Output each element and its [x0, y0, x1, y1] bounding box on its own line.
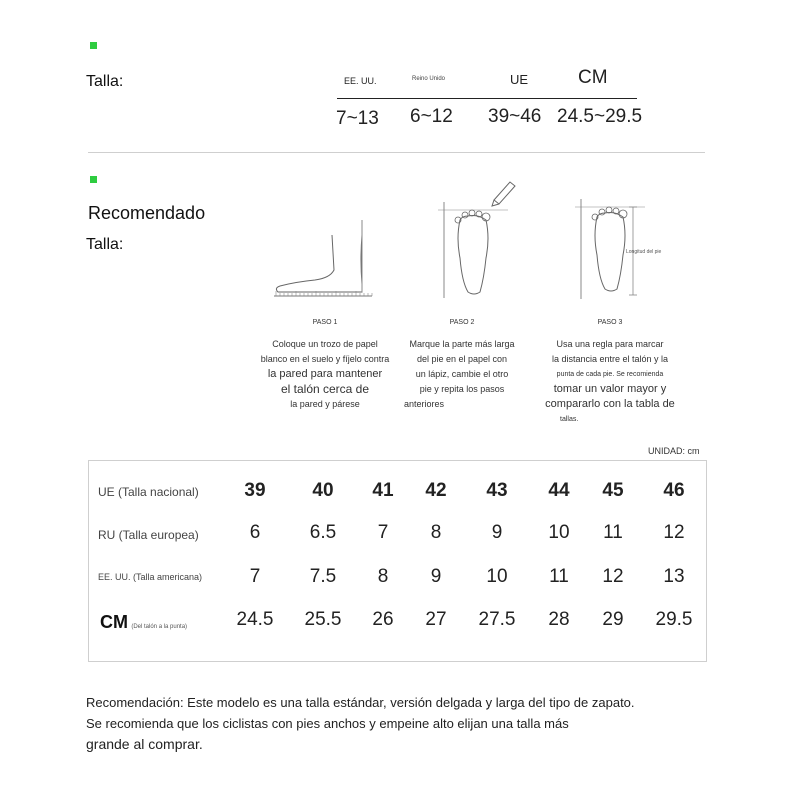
- size-cell: 43: [486, 480, 508, 501]
- size-cell: 29: [602, 609, 624, 630]
- bullet-icon: [90, 176, 97, 183]
- step-3-line: la distancia entre el talón y la: [551, 354, 669, 364]
- size-cell: 11: [603, 522, 623, 543]
- pencil-icon: [490, 176, 520, 206]
- unit-label: UNIDAD: cm: [648, 446, 700, 456]
- step-3-text: [530, 337, 690, 427]
- step-2-line: pie y repita los pasos: [419, 384, 505, 394]
- size-cell: 9: [430, 566, 442, 587]
- header-cm: CM: [578, 67, 608, 88]
- step-3-line: compararlo con la tabla de: [545, 398, 675, 410]
- row-label-eu: UE (Talla nacional): [98, 485, 199, 499]
- size-cell: 6.5: [309, 522, 337, 543]
- size-cell: 46: [663, 480, 685, 501]
- step-3-line: Usa una regla para marcar: [556, 339, 664, 349]
- recommendation-note: [86, 692, 726, 755]
- step-1-text: [245, 337, 405, 412]
- size-cell: 8: [430, 522, 442, 543]
- row-label-cm-main: CM: [100, 612, 128, 632]
- step-2-line: anteriores: [404, 399, 445, 409]
- size-cell: 24.5: [236, 609, 274, 630]
- size-cell: 11: [549, 566, 569, 587]
- step-2-title: PASO 2: [449, 319, 475, 326]
- size-cell: 45: [602, 480, 624, 501]
- size-cell: 10: [548, 522, 570, 543]
- bullet-icon: [90, 42, 97, 49]
- size-cell: 13: [663, 566, 685, 587]
- step-1-line: la pared para mantener: [267, 368, 383, 380]
- size-cell: 40: [312, 480, 334, 501]
- step-2-line: Marque la parte más larga: [409, 339, 515, 349]
- size-cell: 39: [244, 480, 266, 501]
- step-1-title: PASO 1: [312, 319, 338, 326]
- size-cell: 7.5: [309, 566, 337, 587]
- step-2-line: del pie en el papel con: [416, 354, 508, 364]
- header-eu: UE: [510, 72, 529, 87]
- row-label-cm: [100, 612, 187, 633]
- step-1-line: blanco en el suelo y fíjelo contra: [260, 354, 390, 364]
- size-cell: 9: [491, 522, 503, 543]
- header-us: EE. UU.: [344, 76, 377, 86]
- step-2-line: un lápiz, cambie el otro: [415, 369, 509, 379]
- foot-side-icon: [270, 220, 380, 300]
- foot-outline-icon: [438, 198, 518, 298]
- value-uk: 6~12: [410, 106, 453, 127]
- size-cell: 12: [602, 566, 624, 587]
- note-line: Se recomienda que los ciclistas con pies anchos y empeine alto elijan una talla más: [86, 716, 569, 731]
- size-cell: 7: [249, 566, 261, 587]
- recommend-title: Recomendado: [88, 203, 206, 223]
- size-cell: 42: [425, 480, 447, 501]
- size-cell: 12: [663, 522, 685, 543]
- size-cell: 41: [372, 480, 394, 501]
- step-3-title: PASO 3: [597, 319, 623, 326]
- size-cell: 10: [486, 566, 508, 587]
- size-cell: 25.5: [304, 609, 342, 630]
- section-divider: [88, 152, 705, 153]
- step-2-text: [392, 337, 532, 412]
- note-line: grande al comprar.: [86, 736, 203, 752]
- size-label: Talla:: [86, 73, 124, 90]
- step-1-line: Coloque un trozo de papel: [272, 339, 378, 349]
- size-cell: 44: [548, 480, 570, 501]
- step-3-line: tallas.: [560, 416, 579, 423]
- ruler-label: Longitud del pie: [626, 249, 662, 255]
- header-uk: Reino Unido: [412, 76, 446, 82]
- recommend-size-label: Talla:: [86, 236, 124, 253]
- value-eu: 39~46: [488, 106, 542, 127]
- size-cell: 29.5: [655, 609, 693, 630]
- size-cell: 6: [249, 522, 261, 543]
- size-cell: 27.5: [478, 609, 516, 630]
- step-1-line: el talón cerca de: [280, 382, 370, 396]
- step-3-line: tomar un valor mayor y: [553, 383, 667, 395]
- value-cm: 24.5~29.5: [557, 106, 643, 127]
- value-us: 7~13: [336, 108, 379, 129]
- size-cell: 26: [372, 609, 394, 630]
- row-label-ru: RU (Talla europea): [98, 528, 199, 542]
- size-cell: 8: [377, 566, 389, 587]
- step-3-line: punta de cada pie. Se recomienda: [556, 371, 664, 378]
- row-label-us: EE. UU. (Talla americana): [98, 572, 203, 582]
- header-divider: [337, 98, 637, 99]
- note-line: Recomendación: Este modelo es una talla estándar, versión delgada y larga del tipo de zapato.: [86, 695, 635, 710]
- row-label-cm-sub: (Del talón a la punta): [131, 624, 188, 630]
- size-cell: 7: [377, 522, 389, 543]
- size-cell: 27: [425, 609, 447, 630]
- step-1-line: la pared y párese: [290, 399, 360, 409]
- size-cell: 28: [548, 609, 570, 630]
